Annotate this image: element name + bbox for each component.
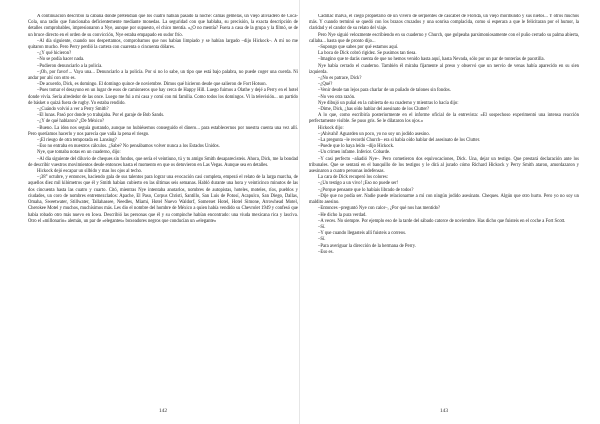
paragraph: –Bueno. La idea nos seguía gustando, aunque no hubiésemos conseguido el dinero... para establecernos por nuestra cuenta una vez allí. Pero queríamos hacerlo y nos parecía que valía la pena el riesgo. [28,125,298,137]
paragraph: –Pudieron denunciarlo a la policía. [37,63,103,69]
paragraph: Nye dibujó un puñal en la cubierta de su cuaderno y mientras lo hacía dijo: [318,100,459,106]
paragraph: Nye, que tomaba notas en un cuaderno, dijo: [37,150,121,156]
paragraph: Cadillac malva, el ciego propietario de un vivero de serpientes de cascabel de Florida, un viejo moribundo y sus nietos... Y otros muchos más. Y cuando terminó se quedó con los brazos cruzados y una sonrisa complacida, como si esperara a que le felicitaran por el humor, la claridad y el candor de su relato del viaje. [309,14,579,32]
right-page-number: 143 [439,408,449,414]
paragraph: –Y casi perfecto –añadió Nye–. Pero cometieron dos equivocaciones, Dick. Una, dejar un testigo. Que prestará declaración ante los tribunales. Que se sentará en el banquillo de los testigos y le dirá al jurado cómo Richard Hickock y Perry Smith ataron, amordazaron y asesinaron a cuatro personas indefensas. [309,156,579,175]
paragraph: –¿No es patrace, Dick? [318,76,362,82]
paragraph: –¿Un testigo a un vivo! ¡Eso no puede ser! [318,181,399,187]
paragraph: –Pues tomar el desayuno en un lugar de esos de camioneros que hay cerca de Happy Hill. Luego fuimos a Olathe y dejé a Perry en el hotel donde vivía. Sería alrededor de las once. Luego me fui a mi casa y comí con mi familia. Como todos los domingos. Vi la televisión... un partido de básket o quizá fuera de rugby. Yo estaba rendido. [28,88,298,106]
right-page-text [309,14,579,396]
paragraph: –¿Qué? [318,82,333,88]
paragraph: Hickock dijo: [318,125,344,131]
paragraph: –¿Y qué hicieron? [37,51,72,57]
paragraph: –Un crimen infame. Inferior. Cobarde. [318,150,391,156]
paragraph: La boca de Dick cobró rigidez. Se pusimos tan tiesa. [318,51,417,57]
paragraph: –La pregunta –le recordó Church– era si había oído hablar del asesinato de los Clutter. [318,138,481,144]
paragraph: –Eso es. [318,249,334,255]
paragraph: –Al día siguiente, cuando nos despertamos, comprobamos que nos habían limpiado y se habían largado –dijo Hickock–. A mí no me quitaron mucho. Pero Perry perdió la cartera con cuarenta o cincuenta dólares. [28,38,298,51]
paragraph: –Supongo que sabes por qué estamos aquí. [318,45,399,51]
paragraph: –Imagino que te darás cuenta de que no hemos venido hasta aquí, hasta Nevada, sólo por un par de tonterías de pacotilla. [318,57,545,63]
paragraph: –Dije que no podía ser. Nadie puede relacionarme a mí con ningún jodido asesinato. Cheques. Algún que otro hurto. Pero yo no soy un maldito asesino. [309,193,579,206]
paragraph: Pero Nye siguió velozmente escribiendo en su cuaderno y Church, que golpeaba parsimoniosamente con el puño cerrado su palma abierta, callaba... hasta que de pronto dijo... [309,32,579,44]
paragraph: –No veo otra razón. [318,94,356,100]
paragraph: –Al día siguiente del diluvio de cheques sin fondos, que sería el veintiuno, tú y tu amigo Smith desaparecisteis. Ahora, Dick, me la bondad de describir vuestros movimientos desde entonces hasta el momento en que os detuvieron en Las Vegas. Aunque sea en detalles. [28,156,298,168]
paragraph: –¡El riesgo de otra temporada en Lansing? [37,138,117,144]
paragraph: –Para averiguar la dirección de la hermana de Perry. [318,243,416,249]
paragraph: –Sí. [318,224,326,230]
paragraph: –Puede que lo haya leído –dijo Hickock. [318,144,395,150]
paragraph: –He dicho la pura verdad. [318,212,367,218]
paragraph: Hickock dejó escapar un silbido y mas los ojos al techo. [37,169,143,175]
paragraph: A lo que, como escribiría posteriormente en el informe oficial de la entrevista: «El sospechoso experimentó una intensa reacción perfectamente visible. Se puso gris. Se le dilataron los ojos.» [309,113,579,125]
paragraph: A continuación describió la cabaña donde pretendían que los cuatro habían pasado la noche: camas gemelas, un viejo aliviadero de Coca-Cola, una radio que funcionaba deficientemente mediante monedas. La seguridad con que hablaba, su precisión, la exacta descripción de detalles comprobables, impresionaron a Nye, aunque por supuesto, el chico mentía. «¿O no mentía? Fuera a casa de la grupa y la filmó, se de un bruce directo en el orden de su convicción, Nye estaba empapado en sudor frío. [28,14,298,38]
paragraph: –¡38° octubre, y entonces, haciendo gala de sus talentos para lograr una evocación casi completa, empezó el relato de la larga marcha, de aquellos diez mil kilómetros que él y Smith habían cubierto en las últimas seis semanas. Habló durante una hora y veinticinco minutos de las dos cincuenta hasta las cuatro y cuarto. Citó, mientras Nye intentaba anotarlos, nombres de autopistas, hoteles, moteles, ríos, pueblos y ciudades, un coro de nombres entremezclados: Apache, El Paso, Corpus Christi, Santillo, San Luis de Potosí, Acapulco, San Diego, Dallas, Omaha, Sweetwater, Stillwater, Tallahassee, Needles, Miami, Hotel Nuevo Waldorf, Somerset Hotel, Hotel Simone, Arrowhead Motel, Cherokee Motel y muchos, muchísimos más. Les dio el nombre del hombre de México a quien había vendido su Chevrolet 1949 y confesó que había robado otro más nuevo en Iowa. Describió las personas que él y su compinche habían encontrado: una viuda mexicana rica y lasciva. Otro el «millonario» alemán, un par de «elegantes» boxeadores negros que conducían un «elegante» [28,175,298,224]
paragraph: –Eso no entraba en nuestros cálculos. ¿Sabe? No pensábamos volver nunca a los Estados Unidos. [37,144,220,150]
paragraph: –Dime, Dick, ¿has oído hablar del asesinato de los Clutter? [318,107,430,113]
paragraph: –¿Cuándo volvió a ver a Perry Smith? [37,107,109,113]
paragraph: –¡Ahivahí! Aguarden un poco, yo no soy un jodido asesino. [318,131,430,137]
right-page [309,14,579,418]
paragraph: –¿Porque pensaste que lo habíais librado de todos? [318,187,414,193]
paragraph: Nye había cerrado el cuaderno. También él miraba fijamente al preso y observó que un nervio de venas había aparecido en su sien izquierda. [309,63,579,75]
paragraph: La cara de Dick recuperó los colores: [318,175,389,181]
paragraph: –Y que cuando llegasteis allí fuisteis a correos. [318,231,407,237]
paragraph: –¡Oh, por favor!... Vaya una... Denunciarlo a la policía. Por si no lo sabe, un tipo que está bajo palabra, no puede coger una cuerda. Ni andar por ahí con otro es. [28,69,298,82]
left-page-number: 142 [158,408,168,414]
paragraph: –De acuerdo, Dick, es domingo. El domingo quince de noviembre. Dimos qué hicieron desde que salieron de Fort Hotson. [37,82,267,88]
left-page-text [28,14,298,396]
paragraph: –A veces. No siempre. Por ejemplo eso de la tarde del sábado catorce de noviembre. Has dicho que fuisteis en el coche a Fort Scott. [318,218,566,224]
paragraph: –Entonces –preguntó Nye con calor–, ¿Por qué nos has mentido? [318,206,441,212]
paragraph: –No se podía hacer nada. [37,57,85,63]
page-gutter [299,0,300,424]
left-page [28,14,298,418]
paragraph: –¿Y de qué hablaron? ¿De México? [37,119,105,125]
paragraph: –Sí. [318,237,326,243]
paragraph: –El lunas. Pasó por donde yo trabajaba. Por el garaje de Bob Sands. [37,113,165,119]
paragraph: –Venir desde tan lejos para charlar de un puñado de talones sin fondos. [318,88,451,94]
